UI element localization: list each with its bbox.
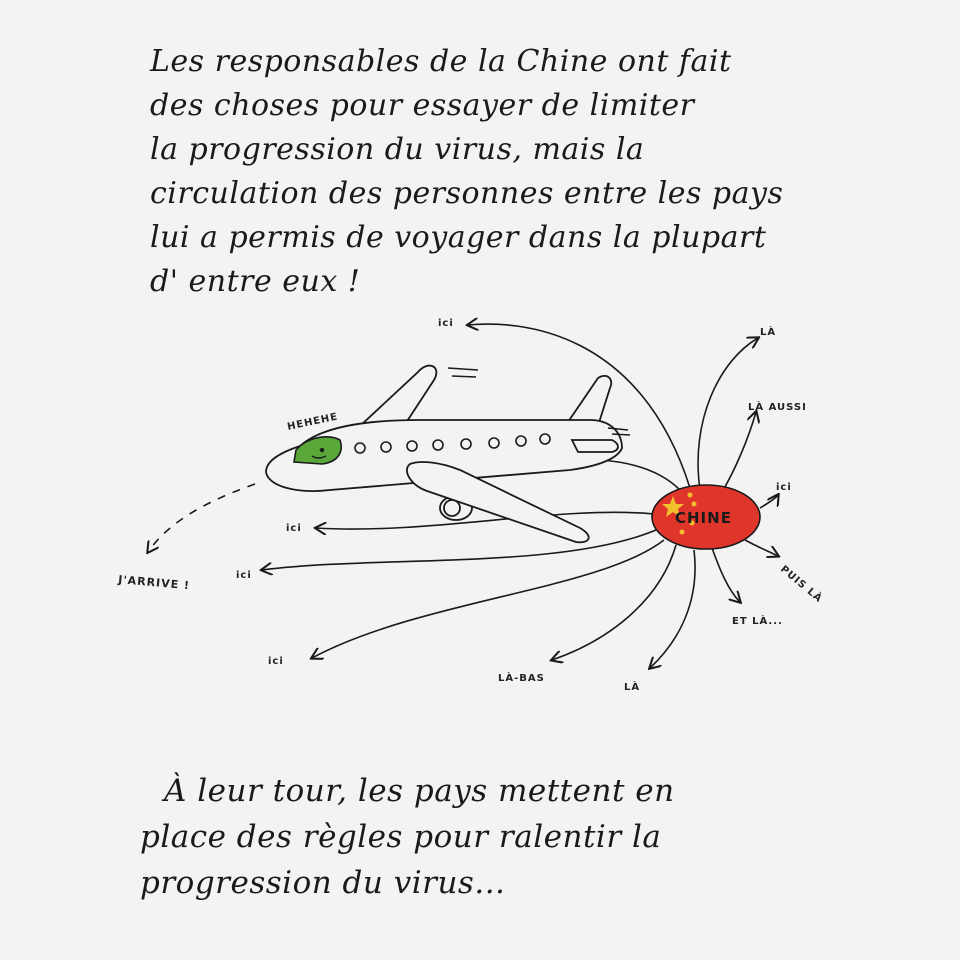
intro-line: des choses pour essayer de limiter [150,88,695,123]
arrow-ici-left-2 [262,530,656,570]
label-ici-left-2: ici [236,570,252,581]
virus-pilot-icon [294,437,341,464]
label-arrival: J'ARRIVE ! [117,573,191,593]
conclusion-paragraph [140,768,840,906]
label-la-bottom: LÀ [624,682,641,693]
flag-small-star-icon [692,502,697,507]
intro-line: lui a permis de voyager dans la plupart [150,220,767,255]
label-la-aussi: LÀ AUSSI [748,402,807,413]
intro-line: la progression du virus, mais la [150,132,645,167]
conclusion-line: progression du virus... [140,865,506,901]
china-label: CHINE [675,509,732,527]
intro-line: circulation des personnes entre les pays [150,176,784,211]
intro-line: d' entre eux ! [150,264,361,299]
flag-small-star-icon [680,530,685,535]
conclusion-line: À leur tour, les pays mettent en [164,773,675,809]
arrow-puis-la [745,540,778,556]
china-flag-blob [652,485,760,549]
label-ici-left-3: ici [268,656,284,667]
flag-small-star-icon [688,493,693,498]
label-la-bas: LÀ-BAS [498,673,545,684]
arrow-ici-left-1 [316,512,654,529]
label-ici-right: ici [776,482,792,493]
arrow-la-top [698,338,758,490]
label-ici-left-1: ici [286,523,302,534]
conclusion-line: place des règles pour ralentir la [140,819,662,855]
label-puis-la: PUIS LÀ [778,563,825,606]
label-la-top: LÀ [760,327,777,338]
virus-laugh-text: HEHEHE [286,411,340,433]
label-ici-top: ici [438,318,454,329]
arrow-la-aussi [722,412,756,492]
arrow-plane-path [600,460,680,490]
arrow-et-la [712,548,740,602]
arrow-la-bottom [650,550,695,668]
label-et-la: ET LÀ... [732,616,783,627]
arrow-ici-right [760,495,778,508]
arrow-dashed-arrival [148,484,255,552]
arrow-la-bas [552,545,676,660]
intro-line: Les responsables de la Chine ont fait [150,44,732,79]
virus-eye [320,448,324,452]
